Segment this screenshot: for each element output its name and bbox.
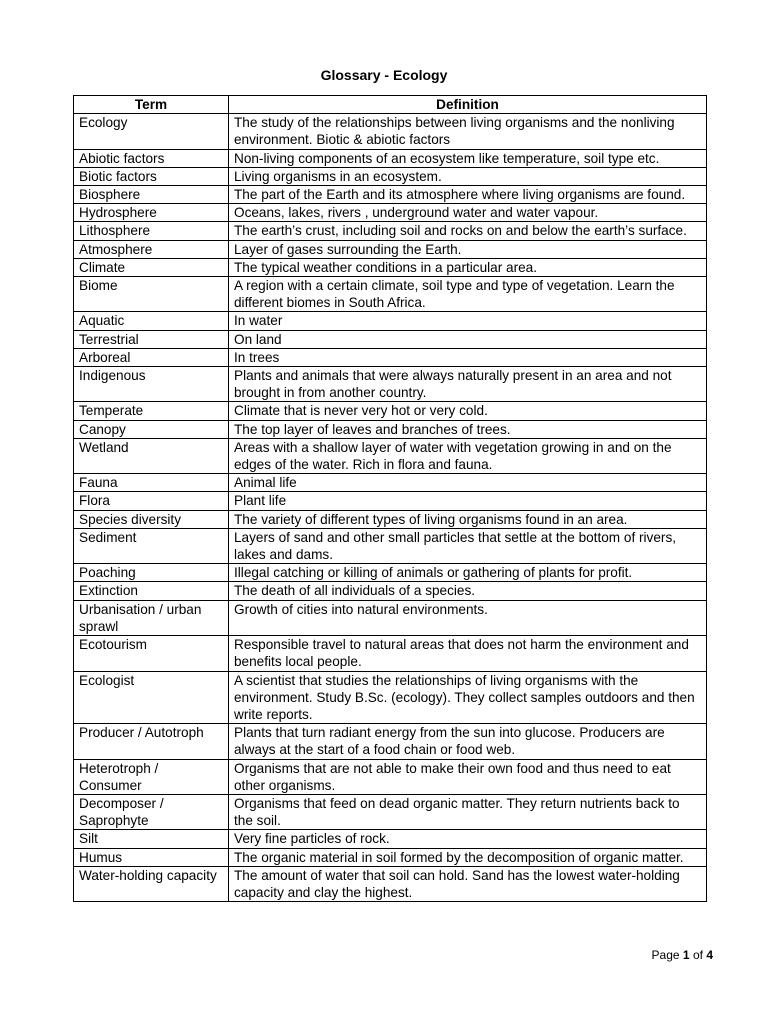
table-row <box>74 420 707 438</box>
table-row <box>74 794 707 829</box>
page-of-label: of <box>692 948 703 962</box>
definition-cell: The part of the Earth and its atmosphere where living organisms are found. <box>229 186 707 204</box>
header-row <box>74 96 707 114</box>
table-row <box>74 492 707 510</box>
table-row <box>74 114 707 149</box>
term-cell: Ecotourism <box>74 636 229 671</box>
table-row <box>74 222 707 240</box>
term-cell: Temperate <box>74 402 229 420</box>
definition-cell: On land <box>229 330 707 348</box>
definition-cell: The study of the relationships between living organisms and the nonliving environment. Biotic & abiotic factors <box>229 114 707 149</box>
table-row <box>74 367 707 402</box>
table-row <box>74 582 707 600</box>
table-row <box>74 866 707 901</box>
table-row <box>74 348 707 366</box>
term-cell: Extinction <box>74 582 229 600</box>
term-cell: Indigenous <box>74 367 229 402</box>
definition-cell: Non-living components of an ecosystem like temperature, soil type etc. <box>229 149 707 167</box>
term-cell: Aquatic <box>74 312 229 330</box>
table-row <box>74 474 707 492</box>
page-number <box>652 947 713 963</box>
definition-cell: The organic material in soil formed by the decomposition of organic matter. <box>229 848 707 866</box>
definition-cell: Layer of gases surrounding the Earth. <box>229 240 707 258</box>
definition-cell: Areas with a shallow layer of water with vegetation growing in and on the edges of the water. Rich in flora and fauna. <box>229 438 707 473</box>
definition-cell: Responsible travel to natural areas that does not harm the environment and benefits local people. <box>229 636 707 671</box>
table-row <box>74 564 707 582</box>
definition-cell: The typical weather conditions in a particular area. <box>229 258 707 276</box>
page-label: Page <box>651 948 680 962</box>
definition-cell: Oceans, lakes, rivers , underground water and water vapour. <box>229 204 707 222</box>
term-cell: Biome <box>74 277 229 312</box>
definition-cell: Organisms that feed on dead organic matter. They return nutrients back to the soil. <box>229 794 707 829</box>
term-cell: Flora <box>74 492 229 510</box>
table-row <box>74 724 707 759</box>
definition-cell: In water <box>229 312 707 330</box>
term-cell: Wetland <box>74 438 229 473</box>
term-cell: Poaching <box>74 564 229 582</box>
definition-cell: A scientist that studies the relationships of living organisms with the environment. Study B.Sc. (ecology). They collect samples outdoors and then write reports. <box>229 671 707 724</box>
table-row <box>74 528 707 563</box>
table-header <box>74 96 707 114</box>
table-row <box>74 402 707 420</box>
definition-cell: A region with a certain climate, soil type and type of vegetation. Learn the different biomes in South Africa. <box>229 277 707 312</box>
definition-cell: Organisms that are not able to make their own food and thus need to eat other organisms. <box>229 759 707 794</box>
term-cell: Lithosphere <box>74 222 229 240</box>
total-pages: 4 <box>706 948 713 962</box>
table-row <box>74 258 707 276</box>
term-cell: Atmosphere <box>74 240 229 258</box>
table-row <box>74 277 707 312</box>
definition-cell: Layers of sand and other small particles that settle at the bottom of rivers, lakes and dams. <box>229 528 707 563</box>
term-cell: Producer / Autotroph <box>74 724 229 759</box>
table-row <box>74 759 707 794</box>
term-cell: Climate <box>74 258 229 276</box>
table-row <box>74 204 707 222</box>
term-cell: Decomposer / Saprophyte <box>74 794 229 829</box>
definition-cell: Climate that is never very hot or very cold. <box>229 402 707 420</box>
term-cell: Urbanisation / urban sprawl <box>74 600 229 635</box>
table-row <box>74 600 707 635</box>
definition-cell: The amount of water that soil can hold. Sand has the lowest water-holding capacity and clay the highest. <box>229 866 707 901</box>
term-cell: Hydrosphere <box>74 204 229 222</box>
table-body <box>74 114 707 902</box>
definition-cell: In trees <box>229 348 707 366</box>
definition-cell: Plants and animals that were always naturally present in an area and not brought in from another country. <box>229 367 707 402</box>
table-row <box>74 186 707 204</box>
definition-cell: Very fine particles of rock. <box>229 830 707 848</box>
term-cell: Heterotroph / Consumer <box>74 759 229 794</box>
definition-cell: Plants that turn radiant energy from the sun into glucose. Producers are always at the start of a food chain or food web. <box>229 724 707 759</box>
term-cell: Humus <box>74 848 229 866</box>
definition-cell: Illegal catching or killing of animals or gathering of plants for profit. <box>229 564 707 582</box>
definition-cell: Living organisms in an ecosystem. <box>229 167 707 185</box>
table-row <box>74 312 707 330</box>
glossary-table <box>73 95 707 902</box>
term-cell: Ecologist <box>74 671 229 724</box>
definition-cell: The earth’s crust, including soil and rocks on and below the earth’s surface. <box>229 222 707 240</box>
term-cell: Sediment <box>74 528 229 563</box>
table-row <box>74 330 707 348</box>
term-cell: Terrestrial <box>74 330 229 348</box>
definition-cell: The variety of different types of living organisms found in an area. <box>229 510 707 528</box>
table-row <box>74 510 707 528</box>
table-row <box>74 438 707 473</box>
term-cell: Silt <box>74 830 229 848</box>
term-cell: Arboreal <box>74 348 229 366</box>
table-row <box>74 240 707 258</box>
table-row <box>74 149 707 167</box>
term-cell: Fauna <box>74 474 229 492</box>
term-cell: Abiotic factors <box>74 149 229 167</box>
table-row <box>74 671 707 724</box>
table-row <box>74 167 707 185</box>
term-cell: Biotic factors <box>74 167 229 185</box>
table-row <box>74 848 707 866</box>
definition-cell: The death of all individuals of a species. <box>229 582 707 600</box>
term-cell: Biosphere <box>74 186 229 204</box>
page-title: Glossary - Ecology <box>320 67 448 83</box>
definition-cell: Animal life <box>229 474 707 492</box>
term-cell: Canopy <box>74 420 229 438</box>
table-row <box>74 830 707 848</box>
current-page: 1 <box>682 948 690 962</box>
term-cell: Species diversity <box>74 510 229 528</box>
term-cell: Water-holding capacity <box>74 866 229 901</box>
definition-cell: Plant life <box>229 492 707 510</box>
definition-cell: Growth of cities into natural environments. <box>229 600 707 635</box>
term-cell: Ecology <box>74 114 229 149</box>
definition-cell: The top layer of leaves and branches of trees. <box>229 420 707 438</box>
definition-column-header: Definition <box>229 96 707 114</box>
term-column-header: Term <box>74 96 229 114</box>
table-row <box>74 636 707 671</box>
